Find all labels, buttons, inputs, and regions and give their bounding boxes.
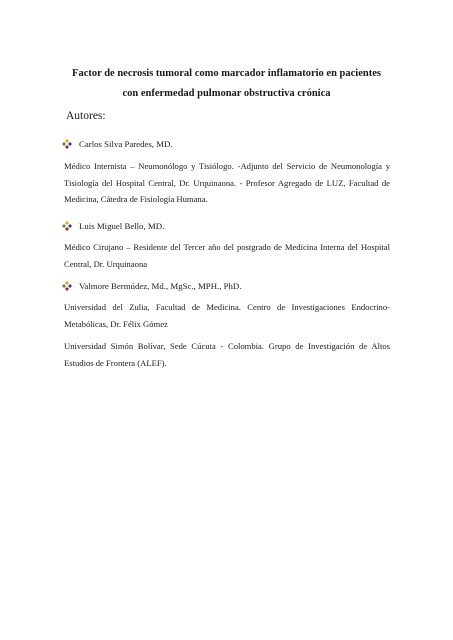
author-name: Valmore Bermúdez, Md., MgSc., MPH., PhD.	[79, 281, 242, 291]
author-name: Luis Miguel Bello, MD.	[79, 221, 165, 231]
document-title	[50, 64, 403, 104]
author-entry-1	[62, 137, 173, 151]
author-entry-2	[62, 219, 164, 233]
author-entry-3	[62, 279, 242, 293]
author-affiliation-3: Universidad del Zulia, Facultad de Medicina. Centro de Investigaciones Endocrino-Metabólicas, Dr. Félix Gómez	[64, 302, 390, 329]
author-name: Carlos Silva Paredes, MD.	[79, 139, 173, 149]
four-diamond-bullet-icon	[62, 139, 72, 149]
four-diamond-bullet-icon	[62, 221, 72, 231]
author-affiliation-3b: Universidad Simón Bolívar, Sede Cúcuta - Colombia. Grupo de Investigación de Altos Estudios de Frontera (ALEF).	[64, 341, 390, 368]
author-affiliation-2: Médico Cirujano – Residente del Tercer año del postgrado de Medicina Interna del Hospital Central, Dr. Urquinaona	[64, 242, 390, 269]
title-line-1: Factor de necrosis tumoral como marcador inflamatorio en pacientes	[72, 68, 381, 79]
title-line-2: con enfermedad pulmonar obstructiva crónica	[122, 88, 331, 99]
four-diamond-bullet-icon	[62, 281, 72, 291]
author-affiliation-1: Médico Internista – Neumonólogo y Tisiólogo. -Adjunto del Servicio de Neumonología y Tisiología del Hospital Central, Dr. Urquinaona. - Profesor Agregado de LUZ, Facultad de Medicina, Cátedra de Fisiología Humana.	[64, 161, 390, 204]
authors-heading: Autores:	[66, 110, 106, 122]
